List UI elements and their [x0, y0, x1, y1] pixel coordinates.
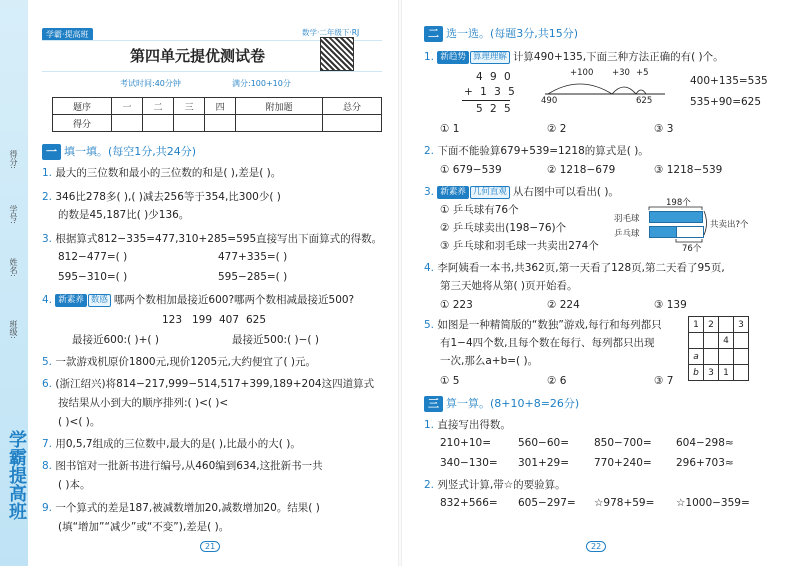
tag-new: 新素养	[55, 294, 87, 307]
q4-fill-600: 最接近600:( )+( )	[72, 334, 159, 346]
sudoku-cell: 3	[704, 365, 719, 381]
score-header: 题序	[53, 98, 112, 115]
score-header: 二	[143, 98, 174, 115]
score-header: 总分	[323, 98, 382, 115]
question-9-line2: (填“增加”“减少”或“不变”),差是( )。	[58, 521, 230, 533]
question-6-line2: 按结果从小到大的顺序排列:( )<( )<	[58, 397, 229, 409]
side-label-class: 班级:	[9, 320, 18, 339]
section-1-title: 填一填。	[64, 145, 108, 158]
sudoku-cell: 1	[689, 317, 704, 333]
column-calc-item: 605−297=	[518, 497, 576, 509]
column-calc-item: ☆978+59=	[594, 497, 655, 509]
calc-1: 1. 直接写出得数。	[424, 419, 511, 431]
q4-number: 625	[246, 314, 267, 326]
score-header: 三	[174, 98, 205, 115]
jump-arc-100	[548, 84, 612, 94]
sudoku-cell: 2	[704, 317, 719, 333]
question-9: 9. 一个算式的差是187,被减数增加20,减数增加20。结果( )	[42, 502, 320, 514]
exam-time: 考试时间:40分钟	[120, 79, 181, 88]
choice-4-option[interactable]: ② 224	[547, 299, 580, 311]
choice-5: 5. 如图是一种精简版的“数独”游戏,每行和每列都只	[424, 319, 662, 331]
question-4: 4. 新素养 数感 哪两个数相加最接近600?哪两个数相减最接近500?	[42, 294, 355, 306]
choice-5-line2: 有1−4四个数,且每个数在每行、每列都只出现	[440, 337, 655, 349]
choice-3: 3. 新素养 几何直观 从右图中可以看出( )。	[424, 186, 619, 198]
sudoku-cell: 4	[719, 333, 734, 349]
choice-5-option[interactable]: ② 6	[547, 375, 567, 387]
page-number-right: 22	[586, 541, 606, 552]
side-label-score: 得分:	[9, 150, 18, 169]
sudoku-cell	[719, 349, 734, 365]
choice-3-option[interactable]: ① 乒乓球有76个	[440, 204, 519, 216]
choice-4-option[interactable]: ① 223	[440, 299, 473, 311]
sudoku-cell	[734, 365, 749, 381]
score-cell[interactable]	[111, 115, 142, 132]
jump-arc-5	[636, 90, 646, 94]
bracket-total	[649, 207, 702, 210]
choice-1-option[interactable]: ③ 3	[654, 123, 674, 135]
question-8-line2: ( )本。	[58, 479, 91, 491]
brand-tag: 学霸·提高班	[42, 28, 93, 41]
choice-2-option[interactable]: ① 679−539	[440, 164, 502, 176]
score-row-label: 得分	[53, 115, 112, 132]
section-3-number: 三	[424, 396, 443, 412]
score-cell[interactable]	[236, 115, 323, 132]
bar-label-pingpong: 乒乓球	[614, 229, 640, 239]
score-cell[interactable]	[323, 115, 382, 132]
calc-item: 296+703≈	[676, 457, 734, 469]
choice-4-line2: 第三天她将从第( )页开始看。	[440, 280, 578, 292]
sudoku-cell: a	[689, 349, 704, 365]
calc-item: 340−130=	[440, 457, 498, 469]
score-header: 附加题	[236, 98, 323, 115]
choice-4-option[interactable]: ③ 139	[654, 299, 687, 311]
choice-1: 1. 新趋势 算理理解 计算490+135,下面三种方法正确的有( )个。	[424, 51, 724, 63]
score-table	[52, 97, 382, 132]
full-score: 满分:100+10分	[232, 79, 291, 88]
tag-new: 新素养	[437, 186, 469, 199]
section-1-number: 一	[42, 144, 61, 160]
choice-5-option[interactable]: ① 5	[440, 375, 460, 387]
bar-sold-label: 76个	[682, 244, 702, 254]
tag-sense: 数感	[88, 294, 111, 307]
choice-2-option[interactable]: ② 1218−679	[547, 164, 616, 176]
score-header: 一	[111, 98, 142, 115]
question-3-item: 477+335=( )	[218, 251, 288, 263]
bar-question-label: 共卖出?个	[710, 220, 749, 230]
question-3-item: 812−477=( )	[58, 251, 128, 263]
section-3-header	[424, 396, 579, 412]
score-cell[interactable]	[143, 115, 174, 132]
side-label-id: 学号:	[9, 205, 18, 224]
question-3-item: 595−285=( )	[218, 271, 288, 283]
jump-arc-30	[612, 87, 636, 94]
line-start-490: 490	[541, 96, 558, 106]
q4-number: 123	[162, 314, 183, 326]
sudoku-cell: 3	[734, 317, 749, 333]
question-7: 7. 用0,5,7组成的三位数中,最大的是( ),比最小的大( )。	[42, 438, 301, 450]
section-1-header	[42, 144, 196, 160]
choice-1-option[interactable]: ② 2	[547, 123, 567, 135]
tag-trend: 新趋势	[437, 51, 469, 64]
choice-3-option[interactable]: ② 乒乓球卖出(198−76)个	[440, 222, 567, 234]
sudoku-grid	[688, 316, 749, 381]
sudoku-cell	[734, 349, 749, 365]
vertical-calc-result: 5 2 5	[476, 103, 513, 115]
q4-number: 407	[219, 314, 240, 326]
sudoku-cell	[704, 333, 719, 349]
question-3-item: 595−310=( )	[58, 271, 128, 283]
sudoku-cell	[704, 349, 719, 365]
calc-item: 301+29=	[518, 457, 569, 469]
column-calc-item: ☆1000−359=	[676, 497, 750, 509]
vertical-calc-add: + 1 3 5	[464, 86, 517, 98]
section-1-note: (每空1分,共24分)	[108, 145, 197, 158]
section-3-title: 算一算。	[446, 397, 490, 410]
q4-fill-500: 最接近500:( )−( )	[232, 334, 319, 346]
calc-2: 2. 列竖式计算,带☆的要验算。	[424, 479, 566, 491]
method3-line2: 535+90=625	[690, 96, 762, 108]
line-end-625: 625	[636, 96, 653, 106]
score-header: 四	[205, 98, 236, 115]
method3-line1: 400+135=535	[690, 75, 768, 87]
page-number-left: 21	[200, 541, 220, 552]
choice-1-option[interactable]: ① 1	[440, 123, 460, 135]
bar-label-badminton: 羽毛球	[614, 214, 640, 224]
vertical-calc-line	[462, 100, 510, 101]
brand-logo-vertical: 学霸提高班	[6, 430, 27, 520]
choice-3-option[interactable]: ③ 乒乓球和羽毛球一共卖出274个	[440, 240, 599, 252]
choice-5-option[interactable]: ③ 7	[654, 375, 674, 387]
vertical-calc-top: 4 9 0	[476, 71, 513, 83]
section-2-note: (每题3分,共15分)	[490, 27, 579, 40]
column-calc-item: 832+566=	[440, 497, 498, 509]
page-gutter	[398, 0, 402, 566]
calc-item: 210+10=	[440, 437, 491, 449]
question-2-line2: 的数是45,187比( )少136。	[58, 209, 190, 221]
tag-geometry: 几何直观	[470, 186, 510, 199]
sudoku-cell	[689, 333, 704, 349]
question-6: 6. (浙江绍兴)将814−217,999−514,517+399,189+204这四道算式	[42, 378, 375, 390]
grade-tag: 数学·二年级下·RJ	[302, 28, 360, 37]
question-6-line3: ( )<( )。	[58, 416, 101, 428]
tag-arith: 算理理解	[470, 51, 510, 64]
question-3: 3. 根据算式812−335=477,310+285=595直接写出下面算式的得数。	[42, 233, 383, 245]
sudoku-cell: 1	[719, 365, 734, 381]
section-2-title: 选一选。	[446, 27, 490, 40]
choice-5-line3: 一次,那么a+b=( )。	[440, 355, 539, 367]
score-cell[interactable]	[174, 115, 205, 132]
jump-label-30: +30	[612, 68, 630, 78]
question-2: 2. 346比278多( ),( )减去256等于354,比300少( )	[42, 191, 281, 203]
calc-item: 604−298≈	[676, 437, 734, 449]
choice-2-option[interactable]: ③ 1218−539	[654, 164, 723, 176]
sudoku-cell: b	[689, 365, 704, 381]
qr-code	[320, 37, 354, 71]
question-5: 5. 一款游戏机原价1800元,现价1205元,大约便宜了( )元。	[42, 356, 317, 368]
calc-item: 560−60=	[518, 437, 569, 449]
section-3-note: (8+10+8=26分)	[490, 397, 580, 410]
bar-total-label: 198个	[666, 198, 691, 208]
calc-item: 770+240=	[594, 457, 652, 469]
side-label-name: 姓名:	[9, 258, 18, 277]
score-cell[interactable]	[205, 115, 236, 132]
calc-item: 850−700=	[594, 437, 652, 449]
jump-label-5: +5	[636, 68, 649, 78]
question-8: 8. 图书馆对一批新书进行编号,从460编到634,这批新书一共	[42, 460, 323, 472]
q4-number: 199	[192, 314, 213, 326]
choice-4: 4. 李阿姨看一本书,共362页,第一天看了128页,第二天看了95页,	[424, 262, 725, 274]
bracket-right	[704, 211, 707, 235]
choice-2: 2. 下面不能验算679+539=1218的算式是( )。	[424, 145, 649, 157]
section-2-number: 二	[424, 26, 443, 42]
page-title: 第四单元提优测试卷	[130, 47, 266, 65]
question-1: 1. 最大的三位数和最小的三位数的和是( ),差是( )。	[42, 167, 282, 179]
sudoku-cell	[719, 317, 734, 333]
jump-label-100: +100	[570, 68, 594, 78]
sudoku-cell	[734, 333, 749, 349]
section-2-header	[424, 26, 578, 42]
